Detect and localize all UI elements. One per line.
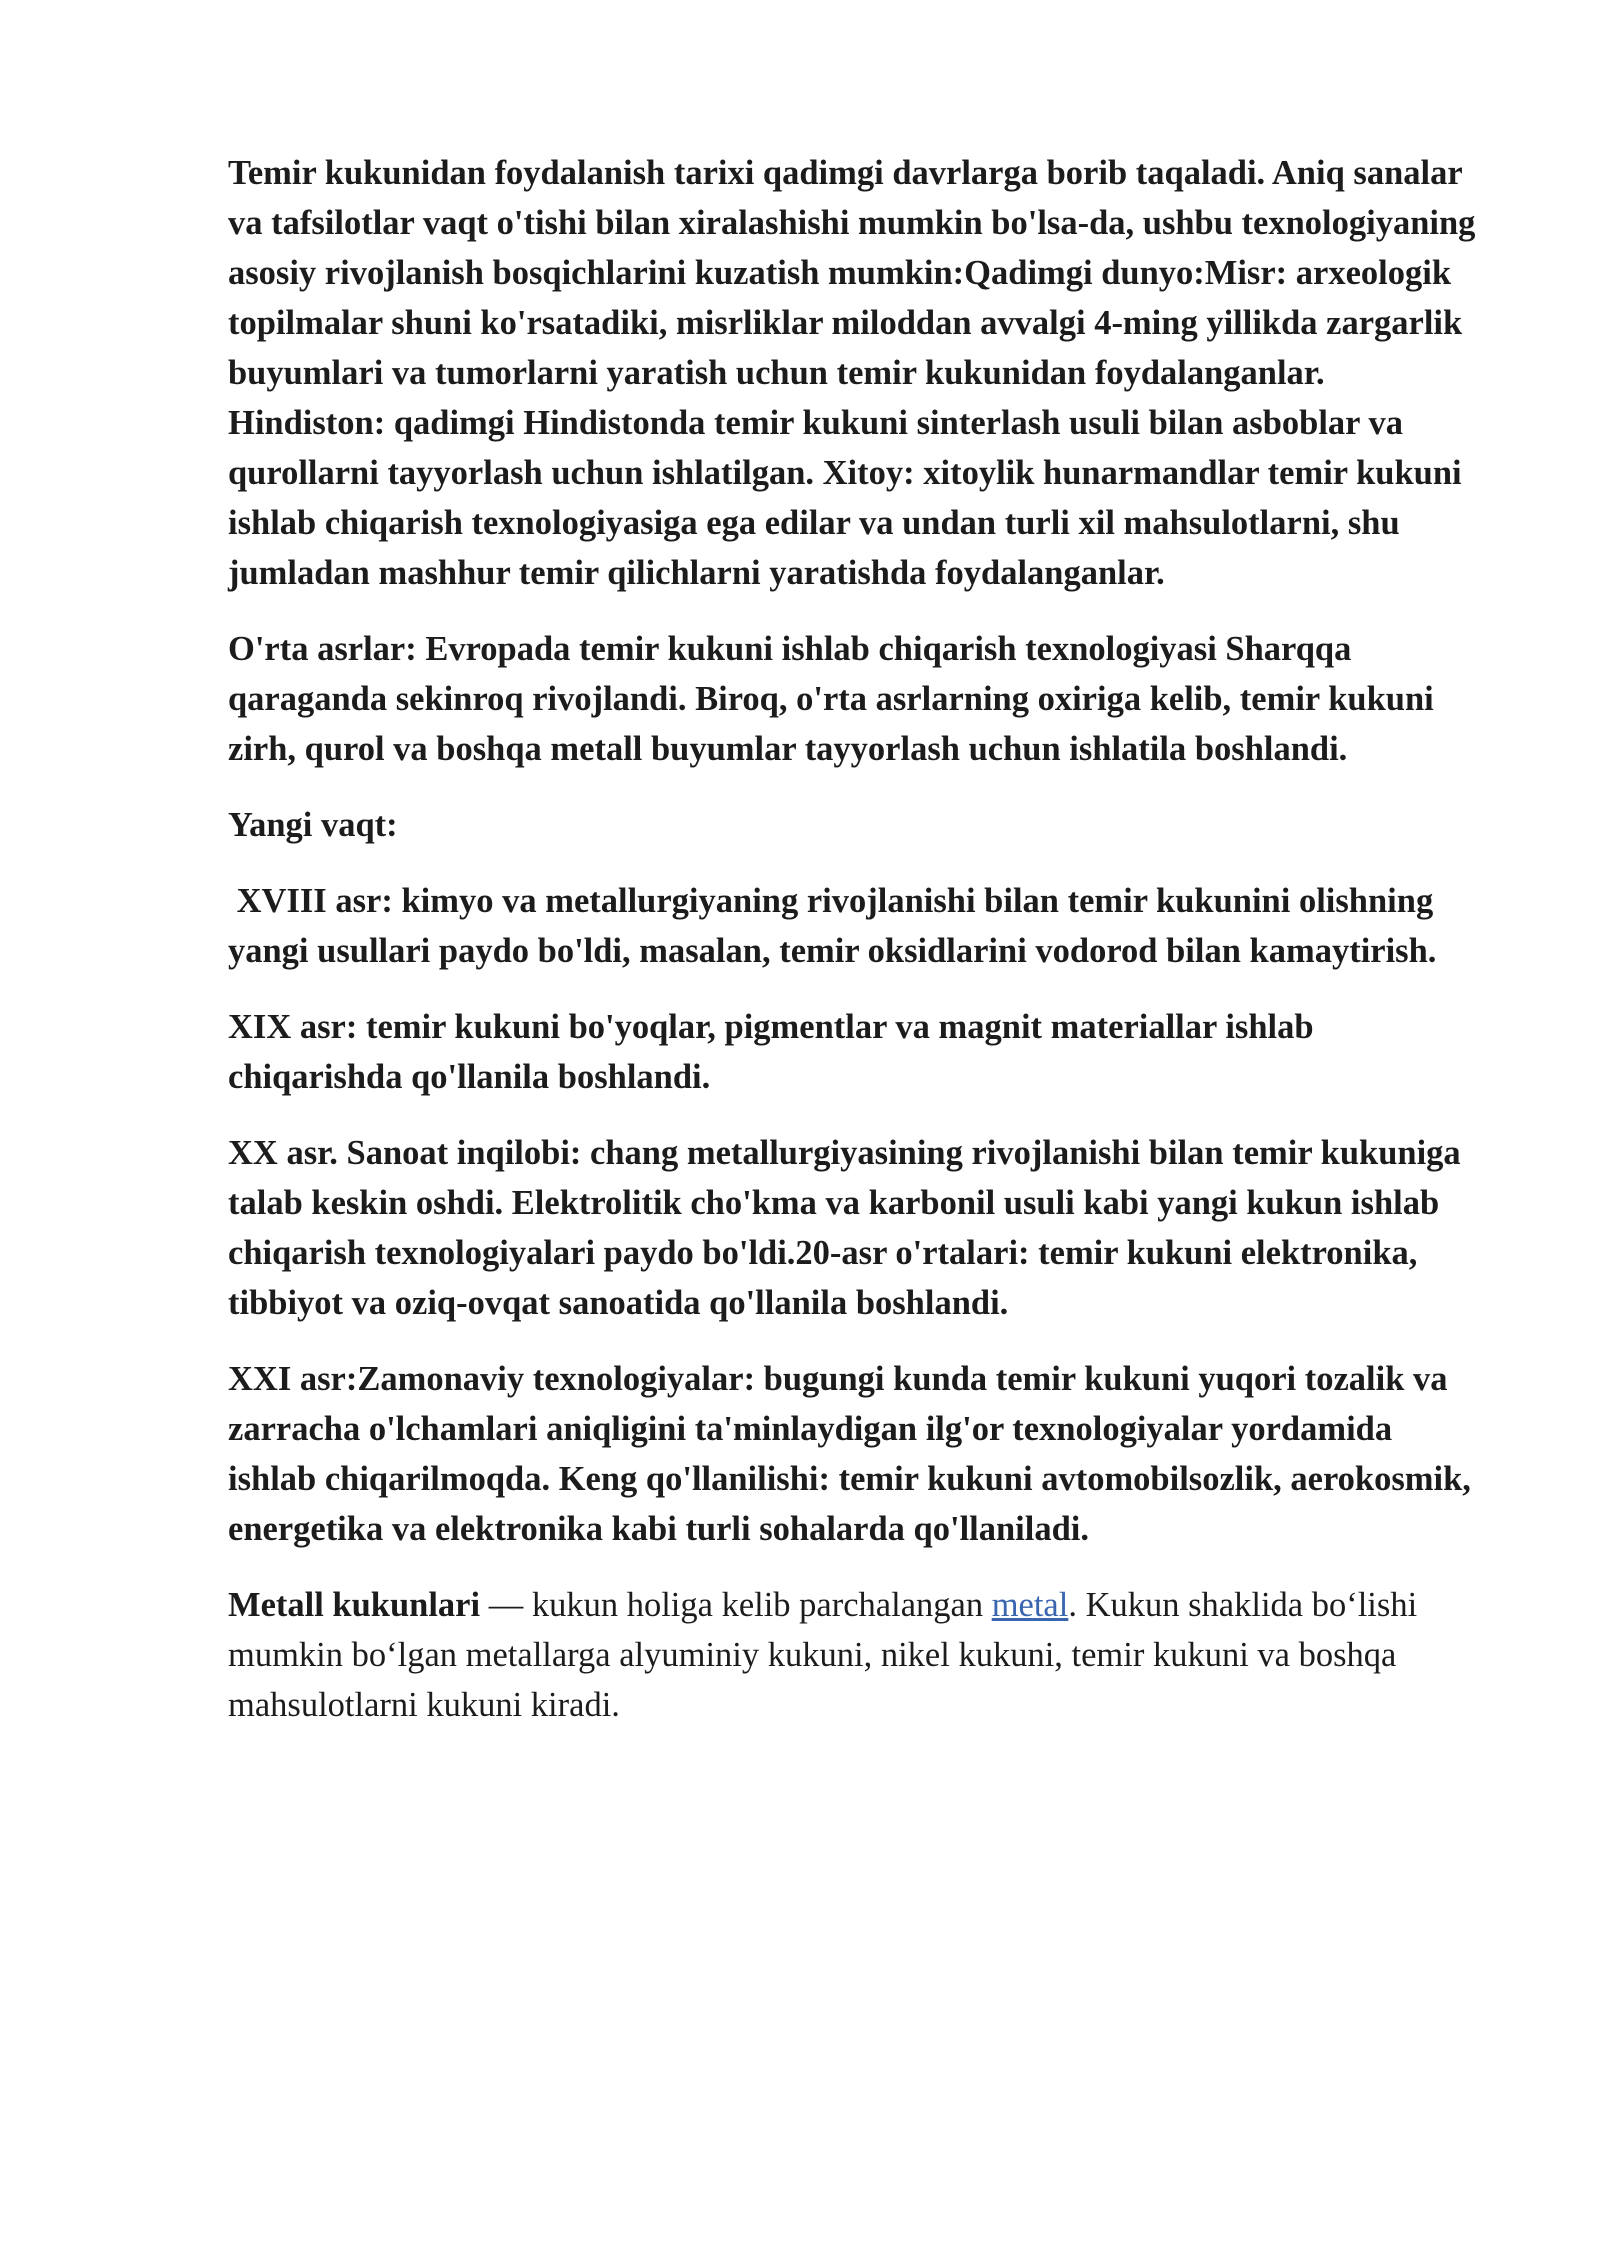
paragraph-18th-century: XVIII asr: kimyo va metallurgiyaning rivojlanishi bilan temir kukunini olishning yangi usullari paydo bo'ldi, masalan, temir oksidlarini vodorod bilan kamaytirish.	[228, 882, 1442, 970]
definition-term: Metall kukunlari	[228, 1586, 481, 1624]
paragraph-definition	[228, 1580, 1488, 1730]
paragraph-21st-century: XXI asr:Zamonaviy texnologiyalar: bugungi kunda temir kukuni yuqori tozalik va zarracha o'lchamlari aniqligini ta'minlaydigan ilg'or texnologiyalar yordamida ishlab chiqarilmoqda. Keng qo'llanilishi: temir kukuni avtomobilsozlik, aerokosmik, energetika va elektronika kabi turli sohalarda qo'llaniladi.	[228, 1360, 1471, 1548]
metal-link[interactable]: metal	[991, 1586, 1069, 1624]
paragraph-19th-century: XIX asr: temir kukuni bo'yoqlar, pigmentlar va magnit materiallar ishlab chiqarishda qo'llanila boshlandi.	[228, 1008, 1314, 1096]
definition-rest-text: . Kukun shaklida boʻlishi mumkin boʻlgan metallarga alyuminiy kukuni, nikel kukuni, temir kukuni va boshqa mahsulotlarni kukuni kiradi.	[228, 1586, 1418, 1724]
paragraph-history-intro: Temir kukunidan foydalanish tarixi qadimgi davrlarga borib taqaladi. Aniq sanalar va tafsilotlar vaqt o'tishi bilan xiralashishi mumkin bo'lsa-da, ushbu texnologiyaning asosiy rivojlanish bosqichlarini kuzatish mumkin:Qadimgi dunyo:Misr: arxeologik topilmalar shuni ko'rsatadiki, misrliklar miloddan avvalgi 4-ming yillikda zargarlik buyumlari va tumorlarni yaratish uchun temir kukunidan foydalanganlar. Hindiston: qadimgi Hindistonda temir kukuni sinterlash usuli bilan asboblar va qurollarni tayyorlash uchun ishlatilgan. Xitoy: xitoylik hunarmandlar temir kukuni ishlab chiqarish texnologiyasiga ega edilar va undan turli xil mahsulotlarni, shu jumladan mashhur temir qilichlarni yaratishda foydalanganlar.	[228, 154, 1476, 592]
document-body	[228, 148, 1488, 1756]
definition-dash-text: — kukun holiga kelib parchalangan	[480, 1586, 992, 1624]
paragraph-middle-ages: O'rta asrlar: Evropada temir kukuni ishlab chiqarish texnologiyasi Sharqqa qaraganda sekinroq rivojlandi. Biroq, o'rta asrlarning oxiriga kelib, temir kukuni zirh, qurol va boshqa metall buyumlar tayyorlash uchun ishlatila boshlandi.	[228, 630, 1434, 768]
paragraph-20th-century: XX asr. Sanoat inqilobi: chang metallurgiyasining rivojlanishi bilan temir kukuniga talab keskin oshdi. Elektrolitik cho'kma va karbonil usuli kabi yangi kukun ishlab chiqarish texnologiyalari paydo bo'ldi.20-asr o'rtalari: temir kukuni elektronika, tibbiyot va oziq-ovqat sanoatida qo'llanila boshlandi.	[228, 1134, 1461, 1322]
paragraph-new-time-heading: Yangi vaqt:	[228, 806, 398, 844]
